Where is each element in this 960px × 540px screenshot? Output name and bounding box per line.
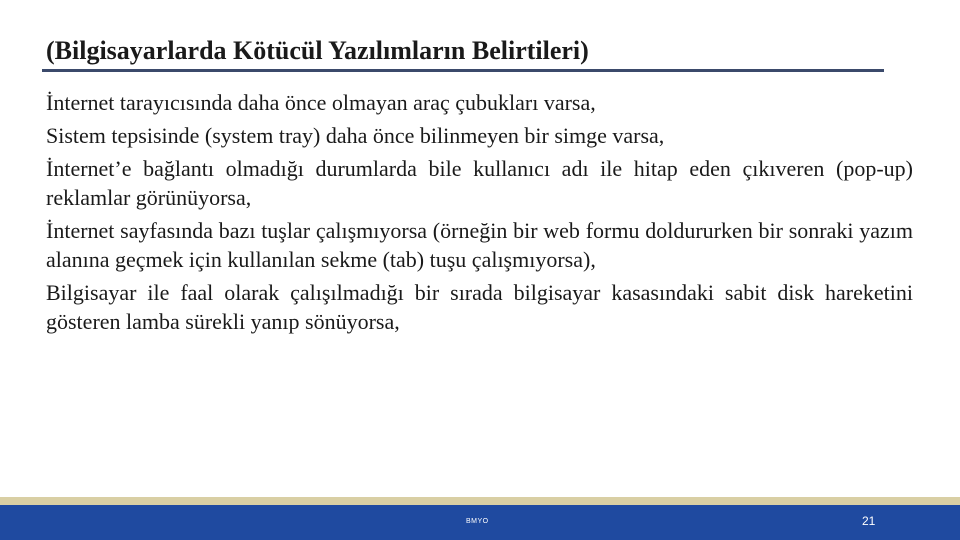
bullet-list bbox=[46, 88, 913, 340]
slide-title: (Bilgisayarlarda Kötücül Yazılımların Belirtileri) bbox=[46, 36, 589, 65]
bullet-item: İnternet’e bağlantı olmadığı durumlarda bile kullanıcı adı ile hitap eden çıkıveren (pop-up) reklamlar görünüyorsa, bbox=[46, 156, 913, 210]
title-underline bbox=[42, 69, 884, 72]
page-number: 21 bbox=[862, 514, 876, 528]
bullet-item: İnternet tarayıcısında daha önce olmayan araç çubukları varsa, bbox=[46, 90, 596, 115]
footer-gold-stripe bbox=[0, 497, 960, 505]
bullet-item: Bilgisayar ile faal olarak çalışılmadığı bir sırada bilgisayar kasasındaki sabit disk hareketini gösteren lamba sürekli yanıp sönüyorsa, bbox=[46, 280, 913, 334]
bullet-item: İnternet sayfasında bazı tuşlar çalışmıyorsa (örneğin bir web formu doldururken bir sonraki yazım alanına geçmek için kullanılan sekme (tab) tuşu çalışmıyorsa), bbox=[46, 218, 913, 272]
bullet-item: Sistem tepsisinde (system tray) daha önce bilinmeyen bir simge varsa, bbox=[46, 123, 665, 148]
footer-label: BMYO bbox=[466, 518, 489, 525]
